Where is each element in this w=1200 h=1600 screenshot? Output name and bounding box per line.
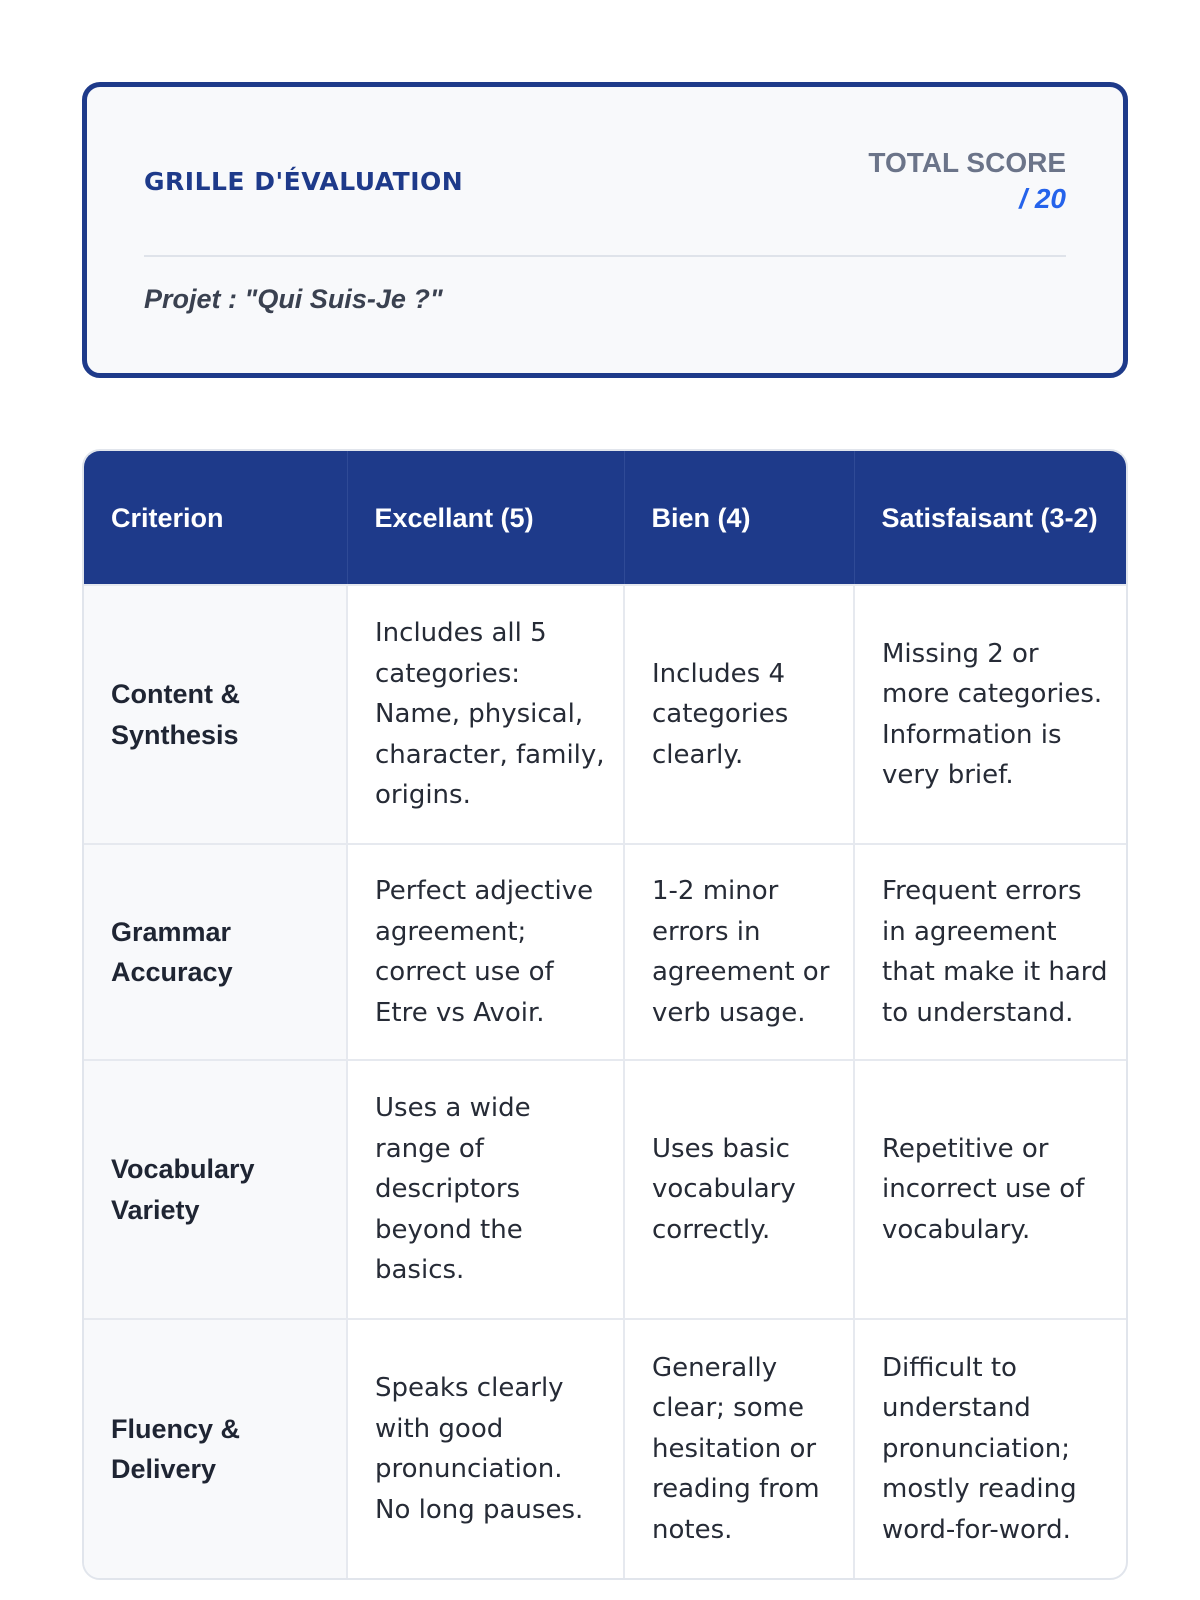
- criterion-cell: Content & Synthesis: [84, 585, 347, 844]
- total-score-value: / 20: [1019, 183, 1066, 214]
- rubric-table-container: [82, 449, 1128, 1580]
- table-row: [84, 844, 1126, 1060]
- table-row: [84, 1319, 1126, 1578]
- bien-cell: Uses basic vocabulary correctly.: [624, 1060, 854, 1319]
- table-header-row: [84, 451, 1126, 585]
- project-title: Projet : "Qui Suis-Je ?": [144, 284, 443, 314]
- table-row: [84, 585, 1126, 844]
- satisfaisant-cell: Repetitive or incorrect use of vocabulary.: [854, 1060, 1126, 1319]
- column-header-excellent: Excellant (5): [347, 451, 624, 585]
- rubric-table: [84, 451, 1126, 1578]
- column-header-satisfaisant: Satisfaisant (3-2): [854, 451, 1126, 585]
- satisfaisant-cell: Missing 2 or more categories. Information is very brief.: [854, 585, 1126, 844]
- criterion-cell: Fluency & Delivery: [84, 1319, 347, 1578]
- excellent-cell: Includes all 5 categories: Name, physical, character, family, origins.: [347, 585, 624, 844]
- satisfaisant-cell: Frequent errors in agreement that make it hard to understand.: [854, 844, 1126, 1060]
- bien-cell: 1-2 minor errors in agreement or verb usage.: [624, 844, 854, 1060]
- total-score-label: TOTAL SCORE: [868, 147, 1066, 178]
- rubric-title: GRILLE D'ÉVALUATION: [144, 167, 464, 196]
- bien-cell: Includes 4 categories clearly.: [624, 585, 854, 844]
- header-top-section: [144, 87, 1066, 257]
- column-header-criterion: Criterion: [84, 451, 347, 585]
- excellent-cell: Speaks clearly with good pronunciation. No long pauses.: [347, 1319, 624, 1578]
- excellent-cell: Uses a wide range of descriptors beyond the basics.: [347, 1060, 624, 1319]
- bien-cell: Generally clear; some hesitation or reading from notes.: [624, 1319, 854, 1578]
- table-row: [84, 1060, 1126, 1319]
- criterion-cell: Vocabulary Variety: [84, 1060, 347, 1319]
- excellent-cell: Perfect adjective agreement; correct use of Etre vs Avoir.: [347, 844, 624, 1060]
- criterion-cell: Grammar Accuracy: [84, 844, 347, 1060]
- column-header-bien: Bien (4): [624, 451, 854, 585]
- total-score-block: [868, 147, 1066, 215]
- satisfaisant-cell: Difficult to understand pronunciation; mostly reading word-for-word.: [854, 1319, 1126, 1578]
- rubric-header-card: [82, 82, 1128, 378]
